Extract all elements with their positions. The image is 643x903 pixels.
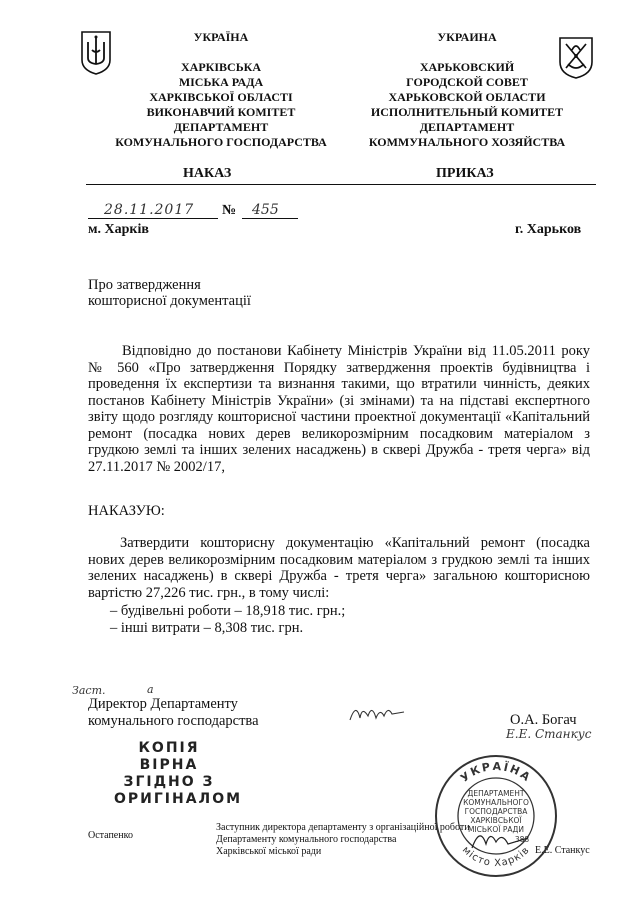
stamp-bottom-text: місто Харків — [459, 844, 533, 870]
header-ua-line: ВИКОНАВЧИЙ КОМІТЕТ — [146, 105, 296, 119]
subject — [88, 277, 251, 309]
copy-stamp-line: ОРИГІНАЛОМ — [114, 791, 243, 807]
certification-line: Заступник директора департаменту з організаційної роботи — [216, 822, 470, 833]
decision-paragraph: Затвердити кошторисну документацію «Капітальний ремонт (посадка нових дерев великорозмірним посадковим матеріалом з грудкою землі та інших зелених насаджень) в сквері Дружба - третя черга» загальною кошторисною вартістю 27,226 тис. грн., в тому числі: — [88, 535, 590, 601]
stamp-center-line: ГОСПОДАРСТВА — [464, 807, 528, 816]
stamp-top-text: УКРАЇНА — [458, 759, 534, 785]
list-item: – будівельні роботи – 18,918 тис. грн.; — [110, 603, 346, 619]
cost-items — [110, 603, 345, 637]
header-ua-line: МІСЬКА РАДА — [178, 75, 264, 89]
stamp-center-line: КОМУНАЛЬНОГО — [463, 798, 529, 807]
signature-title — [88, 696, 259, 730]
certification-name: Е.Е. Станкус — [535, 845, 590, 856]
stamp-center-line: ДЕПАРТАМЕНТ — [467, 789, 525, 798]
signatory-name: О.А. Богач — [510, 712, 577, 728]
header-ua-line: ДЕПАРТАМЕНТ — [173, 120, 269, 134]
svg-text:місто Харків — [460, 845, 532, 870]
doc-kind-ua: НАКАЗ — [183, 166, 232, 181]
handwritten-a: а — [147, 683, 154, 696]
copy-stamp-line: ЗГІДНО З — [123, 774, 215, 790]
header-ru-line: КОММУНАЛЬНОГО ХОЗЯЙСТВА — [368, 135, 566, 149]
header-ukrainian — [96, 30, 346, 150]
department-round-stamp — [432, 752, 560, 880]
header-ru-line: ДЕПАРТАМЕНТ — [419, 120, 515, 134]
header-rule — [86, 184, 596, 185]
doc-kind-ru: ПРИКАЗ — [436, 166, 494, 181]
number-underline — [242, 218, 298, 219]
order-number: 455 — [252, 202, 279, 218]
order-date: 28.11.2017 — [104, 202, 195, 218]
executor-name: Остапенко — [88, 830, 133, 841]
certification-line: Департаменту комунального господарства — [216, 834, 397, 845]
stamp-center-line: ХАРКІВСЬКОЇ — [470, 816, 522, 825]
preamble-paragraph: Відповідно до постанови Кабінету Міністрів України від 11.05.2011 року № 560 «Про затвердження Порядку затвердження проектів будівництва і проведення їх експертизи та визнання такими, що втратили чинність, деяких постанов Кабінету Міністрів України» (зі змінами) та на підставі експертного звіту щодо розгляду кошторисної частини проектної документації «Капітальний ремонт (посадка нових дерев великорозмірним посадковим матеріалом з грудкою землі та інших зелених насаджень) в сквері Дружба - третя черга» від 27.11.2017 № 2002/17, — [88, 343, 590, 475]
header-russian — [352, 30, 582, 150]
handwritten-signatory-name: Е.Е. Станкус — [506, 727, 592, 741]
header-ru-line: ГОРОДСКОЙ СОВЕТ — [406, 75, 528, 89]
header-ua-line: ХАРКІВСЬКА — [180, 60, 261, 74]
stamp-code: 388 — [514, 835, 530, 844]
header-ru-line: ХАРЬКОВСКИЙ — [419, 60, 515, 74]
subject-line: Про затвердження — [88, 277, 201, 293]
header-ru-line: ИСПОЛНИТЕЛЬНЫЙ КОМИТЕТ — [370, 105, 564, 119]
header-ua-line: КОМУНАЛЬНОГО ГОСПОДАРСТВА — [115, 135, 327, 149]
certification-line: Харківської міської ради — [216, 846, 322, 857]
order-word: НАКАЗУЮ: — [88, 503, 165, 519]
signature-title-line: комунального господарства — [88, 713, 259, 729]
svg-text:УКРАЇНА — [458, 760, 534, 785]
header-ua-country: УКРАЇНА — [193, 30, 249, 44]
subject-line: кошторисної документації — [88, 293, 251, 309]
copy-stamp — [114, 740, 243, 808]
order-number-label: № — [222, 203, 237, 218]
director-signature-icon — [348, 700, 408, 726]
date-underline — [88, 218, 218, 219]
header-ru-country: УКРАИНА — [437, 30, 497, 44]
copy-stamp-line: КОПІЯ ВІРНА — [138, 740, 200, 773]
header-ru-line: ХАРЬКОВСКОЙ ОБЛАСТИ — [388, 90, 546, 104]
signature-title-line: Директор Департаменту — [88, 696, 238, 712]
header-ua-line: ХАРКІВСЬКОЇ ОБЛАСТІ — [149, 90, 293, 104]
city-ru: г. Харьков — [515, 222, 582, 237]
stamp-center-line: МІСЬКОЇ РАДИ — [467, 825, 525, 834]
list-item: – інші витрати – 8,308 тис. грн. — [110, 620, 304, 636]
handwritten-deputy-note: Заст. — [72, 684, 106, 697]
city-ua: м. Харків — [88, 222, 149, 237]
